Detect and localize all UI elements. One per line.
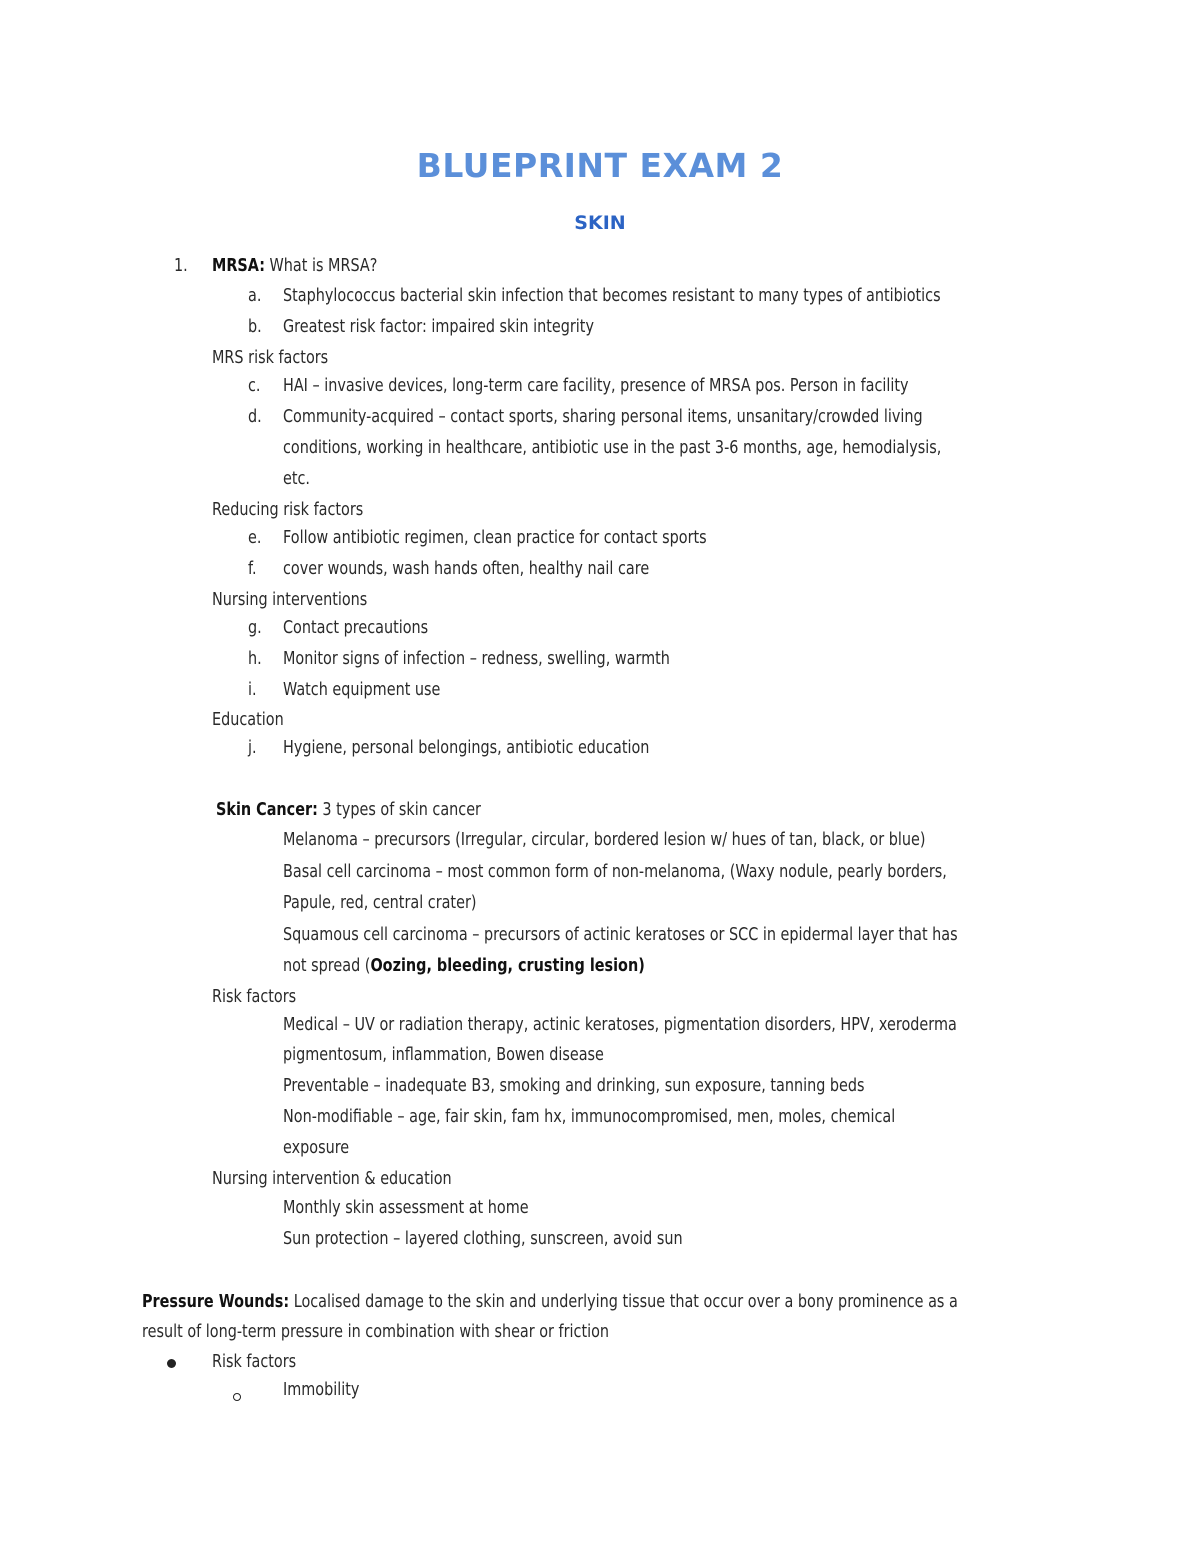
list-item: Community-acquired – contact sports, sharing personal items, unsanitary/crowded living xyxy=(283,406,923,427)
text-line: Sun protection – layered clothing, sunscreen, avoid sun xyxy=(283,1228,683,1249)
subheading: Risk factors xyxy=(212,986,297,1007)
text-line: Melanoma – precursors (Irregular, circular, bordered lesion w/ hues of tan, black, or blue) xyxy=(283,829,926,850)
list-item: Monitor signs of infection – redness, swelling, warmth xyxy=(283,648,670,669)
text-line: Medical – UV or radiation therapy, actinic keratoses, pigmentation disorders, HPV, xeroderma xyxy=(283,1014,957,1035)
mrsa-question: What is MRSA? xyxy=(264,255,378,276)
list-marker: b. xyxy=(248,316,262,337)
list-item: Watch equipment use xyxy=(283,679,441,700)
sub-bullet-item: Immobility xyxy=(283,1379,360,1400)
list-marker: f. xyxy=(248,558,257,579)
list-marker: g. xyxy=(248,617,262,638)
subheading: MRS risk factors xyxy=(212,347,329,368)
hollow-bullet-icon xyxy=(233,1393,241,1401)
list-marker: j. xyxy=(248,737,257,758)
text-line: Papule, red, central crater) xyxy=(283,892,477,913)
bullet-icon xyxy=(167,1359,176,1368)
text-line: Squamous cell carcinoma – precursors of actinic keratoses or SCC in epidermal layer that has xyxy=(283,924,958,945)
list-item: Greatest risk factor: impaired skin integrity xyxy=(283,316,594,337)
page-title: BLUEPRINT EXAM 2 xyxy=(416,146,784,185)
list-item: Contact precautions xyxy=(283,617,429,638)
list-item: Follow antibiotic regimen, clean practice for contact sports xyxy=(283,527,707,548)
skin-cancer-intro: 3 types of skin cancer xyxy=(317,799,481,820)
text-line: Basal cell carcinoma – most common form of non-melanoma, (Waxy nodule, pearly borders, xyxy=(283,861,947,882)
mrsa-heading: MRSA: xyxy=(212,255,265,276)
list-marker: c. xyxy=(248,375,261,396)
list-marker: a. xyxy=(248,285,262,306)
section-title-skin: SKIN xyxy=(574,212,626,234)
subheading: Reducing risk factors xyxy=(212,499,364,520)
text-line: exposure xyxy=(283,1137,350,1158)
text-line: Preventable – inadequate B3, smoking and drinking, sun exposure, tanning beds xyxy=(283,1075,865,1096)
list-number: 1. xyxy=(174,255,188,276)
list-marker: e. xyxy=(248,527,262,548)
skin-cancer-heading: Skin Cancer: xyxy=(216,799,318,820)
list-marker: i. xyxy=(248,679,257,700)
squamous-text: not spread ( xyxy=(283,955,371,976)
skin-cancer-line xyxy=(216,798,481,822)
list-item: Hygiene, personal belongings, antibiotic education xyxy=(283,737,650,758)
pressure-wounds-definition: Localised damage to the skin and underlying tissue that occur over a bony prominence as a xyxy=(289,1291,958,1312)
list-marker: h. xyxy=(248,648,262,669)
list-item: HAI – invasive devices, long-term care facility, presence of MRSA pos. Person in facility xyxy=(283,375,909,396)
subheading: Nursing intervention & education xyxy=(212,1168,452,1189)
squamous-bold-text: Oozing, bleeding, crusting lesion) xyxy=(370,955,645,976)
text-line: result of long-term pressure in combination with shear or friction xyxy=(142,1321,610,1342)
list-item: cover wounds, wash hands often, healthy nail care xyxy=(283,558,650,579)
pressure-wounds-heading: Pressure Wounds: xyxy=(142,1291,290,1312)
list-item: Staphylococcus bacterial skin infection that becomes resistant to many types of antibiotics xyxy=(283,285,941,306)
mrsa-line xyxy=(212,254,377,278)
text-line: Non-modifiable – age, fair skin, fam hx, immunocompromised, men, moles, chemical xyxy=(283,1106,896,1127)
subheading: Nursing interventions xyxy=(212,589,368,610)
subheading: Education xyxy=(212,709,284,730)
list-item-continuation: conditions, working in healthcare, antibiotic use in the past 3-6 months, age, hemodialysis, xyxy=(283,437,942,458)
list-item-continuation: etc. xyxy=(283,468,310,489)
pressure-wounds-line xyxy=(142,1290,958,1314)
list-marker: d. xyxy=(248,406,262,427)
bullet-item: Risk factors xyxy=(212,1351,297,1372)
text-line xyxy=(283,954,645,978)
text-line: pigmentosum, inflammation, Bowen disease xyxy=(283,1044,604,1065)
text-line: Monthly skin assessment at home xyxy=(283,1197,529,1218)
